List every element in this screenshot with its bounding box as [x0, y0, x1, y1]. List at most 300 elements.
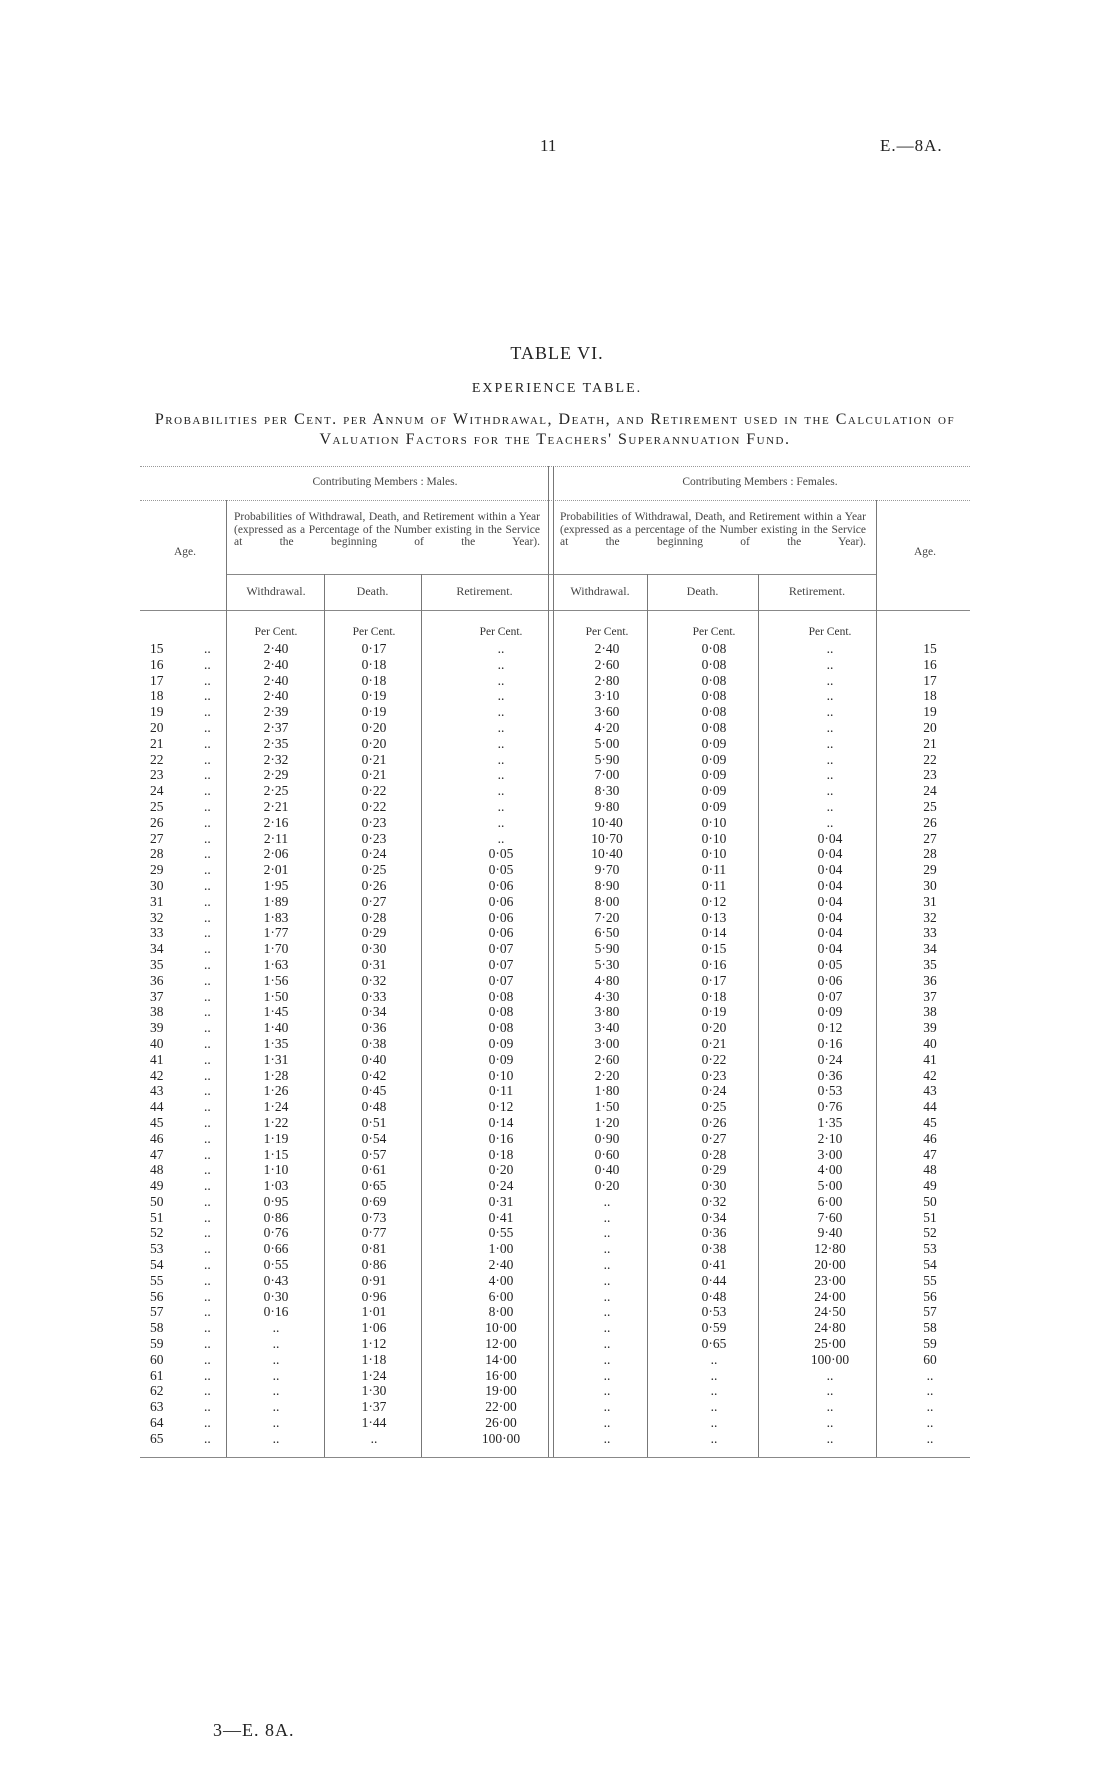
- female-withdrawal-cell: 3·10: [594, 688, 620, 704]
- female-retirement-cell: 3·00: [817, 1146, 843, 1162]
- age-cell-right: 39: [923, 1020, 937, 1036]
- age-cell: 49: [150, 1178, 164, 1194]
- leader-dots: ..: [204, 751, 211, 767]
- age-cell-right: 20: [923, 719, 937, 735]
- female-retirement-cell: 24·50: [814, 1304, 846, 1320]
- table-row: [0, 752, 1114, 768]
- male-death-cell: 1·24: [361, 1367, 387, 1383]
- male-death-cell: 0·33: [361, 988, 387, 1004]
- age-cell: 42: [150, 1067, 164, 1083]
- male-retirement-cell: 22·00: [485, 1399, 517, 1415]
- male-retirement-cell: 1·00: [488, 1241, 514, 1257]
- age-cell-right: 34: [923, 941, 937, 957]
- age-cell-right: 28: [923, 846, 937, 862]
- male-withdrawal-cell: 1·03: [263, 1178, 289, 1194]
- female-death-cell: 0·08: [701, 641, 727, 656]
- male-withdrawal-cell: 1·89: [263, 893, 289, 909]
- male-retirement-cell: ..: [497, 704, 505, 720]
- female-death-cell: 0·08: [701, 719, 727, 735]
- female-death-cell: 0·08: [701, 688, 727, 704]
- female-withdrawal-cell: ..: [603, 1241, 611, 1257]
- female-retirement-cell: 24·00: [814, 1288, 846, 1304]
- age-cell-right: 60: [923, 1351, 937, 1367]
- female-withdrawal-cell: 4·80: [594, 972, 620, 988]
- female-retirement-cell: 9·40: [817, 1225, 843, 1241]
- age-cell-right: 36: [923, 972, 937, 988]
- table-row: [0, 1147, 1114, 1163]
- leader-dots: ..: [204, 656, 211, 672]
- female-retirement-cell: 12·80: [814, 1241, 846, 1257]
- table-row: [0, 1304, 1114, 1320]
- male-retirement-cell: ..: [497, 688, 505, 704]
- female-retirement-cell: 25·00: [814, 1336, 846, 1352]
- age-header-left: Age.: [173, 546, 197, 558]
- leader-dots: ..: [204, 941, 211, 957]
- male-retirement-cell: ..: [497, 814, 505, 830]
- male-death-cell: 0·28: [361, 909, 387, 925]
- male-death-cell: 1·30: [361, 1383, 387, 1399]
- female-death-cell: 0·14: [701, 925, 727, 941]
- female-withdrawal-cell: ..: [603, 1225, 611, 1241]
- male-withdrawal-cell: 1·63: [263, 956, 289, 972]
- table-row: [0, 846, 1114, 862]
- age-cell-right: 59: [923, 1336, 937, 1352]
- leader-dots: ..: [204, 925, 211, 941]
- age-cell: 34: [150, 941, 164, 957]
- male-retirement-cell: 0·14: [488, 1114, 514, 1130]
- male-withdrawal-cell: 2·21: [263, 798, 289, 814]
- male-death-cell: 1·06: [361, 1320, 387, 1336]
- female-death-cell: 0·21: [701, 1035, 727, 1051]
- female-retirement-cell: ..: [826, 1430, 834, 1446]
- age-cell-right: 33: [923, 925, 937, 941]
- leader-dots: ..: [204, 1035, 211, 1051]
- age-cell: 21: [150, 735, 164, 751]
- male-withdrawal-cell: 0·76: [263, 1225, 289, 1241]
- male-retirement-cell: 19·00: [485, 1383, 517, 1399]
- age-cell-right: 25: [923, 798, 937, 814]
- males-retirement-header: Retirement.: [456, 584, 513, 598]
- table-row: [0, 641, 1114, 657]
- male-death-cell: 0·29: [361, 925, 387, 941]
- male-withdrawal-cell: 0·55: [263, 1257, 289, 1273]
- leader-dots: ..: [204, 1004, 211, 1020]
- female-death-cell: ..: [710, 1367, 718, 1383]
- male-retirement-cell: 0·05: [488, 846, 514, 862]
- male-withdrawal-cell: 1·26: [263, 1083, 289, 1099]
- males-withdrawal-header: Withdrawal.: [246, 584, 306, 598]
- male-withdrawal-cell: ..: [272, 1367, 280, 1383]
- male-death-cell: 0·48: [361, 1099, 387, 1115]
- female-death-cell: 0·18: [701, 988, 727, 1004]
- male-retirement-cell: ..: [497, 672, 505, 688]
- age-cell-right: 24: [923, 783, 937, 799]
- male-retirement-cell: ..: [497, 783, 505, 799]
- age-cell-right: 31: [923, 893, 937, 909]
- group-header-rule: [140, 500, 970, 501]
- leader-dots: ..: [204, 846, 211, 862]
- female-death-cell: 0·10: [701, 814, 727, 830]
- female-death-cell: 0·16: [701, 956, 727, 972]
- female-death-cell: 0·41: [701, 1257, 727, 1273]
- age-cell-right: 23: [923, 767, 937, 783]
- female-withdrawal-cell: 3·60: [594, 704, 620, 720]
- age-cell: 43: [150, 1083, 164, 1099]
- female-withdrawal-cell: 1·20: [594, 1114, 620, 1130]
- age-cell: 40: [150, 1035, 164, 1051]
- leader-dots: ..: [204, 1257, 211, 1273]
- age-cell-right: 52: [923, 1225, 937, 1241]
- leader-dots: ..: [204, 909, 211, 925]
- age-cell-right: 54: [923, 1257, 937, 1273]
- table-title: TABLE VI.: [510, 343, 604, 363]
- age-cell: 18: [150, 688, 164, 704]
- age-cell-right: 29: [923, 862, 937, 878]
- male-retirement-cell: 0·05: [488, 862, 514, 878]
- female-death-cell: 0·10: [701, 830, 727, 846]
- male-withdrawal-cell: 2·40: [263, 672, 289, 688]
- age-cell-right: 55: [923, 1272, 937, 1288]
- table-row: [0, 1052, 1114, 1068]
- male-withdrawal-cell: 2·16: [263, 814, 289, 830]
- female-death-cell: 0·22: [701, 1051, 727, 1067]
- male-death-cell: 0·51: [361, 1114, 387, 1130]
- table-row: [0, 862, 1114, 878]
- footer-reference: 3—E. 8A.: [213, 1720, 295, 1740]
- age-cell-right: 16: [923, 656, 937, 672]
- female-death-cell: 0·30: [701, 1178, 727, 1194]
- age-cell: 32: [150, 909, 164, 925]
- female-death-cell: 0·34: [701, 1209, 727, 1225]
- male-withdrawal-cell: 1·24: [263, 1099, 289, 1115]
- table-row: [0, 1241, 1114, 1257]
- male-retirement-cell: 0·12: [488, 1099, 514, 1115]
- age-cell: 23: [150, 767, 164, 783]
- male-retirement-cell: 8·00: [488, 1304, 514, 1320]
- age-cell: 54: [150, 1257, 164, 1273]
- female-withdrawal-cell: 8·90: [594, 877, 620, 893]
- table-row: [0, 1131, 1114, 1147]
- table-row: [0, 1194, 1114, 1210]
- male-retirement-cell: ..: [497, 751, 505, 767]
- table-row: [0, 688, 1114, 704]
- female-retirement-cell: 0·04: [817, 830, 843, 846]
- female-withdrawal-cell: 2·80: [594, 672, 620, 688]
- table-row: [0, 1289, 1114, 1305]
- female-retirement-cell: ..: [826, 783, 834, 799]
- age-cell: 20: [150, 719, 164, 735]
- leader-dots: ..: [204, 783, 211, 799]
- female-death-cell: 0·20: [701, 1020, 727, 1036]
- leader-dots: ..: [204, 719, 211, 735]
- male-retirement-cell: ..: [497, 719, 505, 735]
- leader-dots: ..: [204, 1272, 211, 1288]
- male-retirement-cell: 0·06: [488, 909, 514, 925]
- female-withdrawal-cell: 4·20: [594, 719, 620, 735]
- male-death-cell: 0·25: [361, 862, 387, 878]
- male-death-cell: 0·22: [361, 783, 387, 799]
- table-row: [0, 957, 1114, 973]
- female-retirement-cell: 20·00: [814, 1257, 846, 1273]
- leader-dots: ..: [204, 1083, 211, 1099]
- male-withdrawal-cell: 2·32: [263, 751, 289, 767]
- female-death-cell: 0·09: [701, 798, 727, 814]
- male-retirement-cell: 0·07: [488, 956, 514, 972]
- leader-dots: ..: [204, 767, 211, 783]
- female-retirement-cell: 0·36: [817, 1067, 843, 1083]
- male-death-cell: 0·23: [361, 814, 387, 830]
- female-death-cell: 0·25: [701, 1099, 727, 1115]
- female-retirement-cell: ..: [826, 1383, 834, 1399]
- female-retirement-cell: 100·00: [810, 1351, 850, 1367]
- female-withdrawal-cell: 8·30: [594, 783, 620, 799]
- age-cell: 63: [150, 1399, 164, 1415]
- female-death-cell: 0·32: [701, 1193, 727, 1209]
- male-withdrawal-cell: 1·15: [263, 1146, 289, 1162]
- table-row: [0, 1273, 1114, 1289]
- female-death-cell: 0·09: [701, 751, 727, 767]
- female-retirement-cell: 0·07: [817, 988, 843, 1004]
- female-death-cell: ..: [710, 1383, 718, 1399]
- female-withdrawal-cell: ..: [603, 1399, 611, 1415]
- male-death-cell: 0·20: [361, 719, 387, 735]
- female-withdrawal-cell: 3·40: [594, 1020, 620, 1036]
- female-death-cell: 0·13: [701, 909, 727, 925]
- male-withdrawal-cell: 0·43: [263, 1272, 289, 1288]
- female-withdrawal-cell: 7·00: [594, 767, 620, 783]
- table-bottom-rule: [140, 1457, 970, 1458]
- table-row: [0, 1399, 1114, 1415]
- leader-dots: ..: [204, 641, 211, 656]
- age-cell-right: 37: [923, 988, 937, 1004]
- female-retirement-cell: 24·80: [814, 1320, 846, 1336]
- table-row: [0, 799, 1114, 815]
- male-death-cell: 0·38: [361, 1035, 387, 1051]
- male-withdrawal-cell: 1·77: [263, 925, 289, 941]
- age-cell: 53: [150, 1241, 164, 1257]
- male-death-cell: 0·54: [361, 1130, 387, 1146]
- male-retirement-cell: 0·07: [488, 941, 514, 957]
- table-row: [0, 1431, 1114, 1447]
- leader-dots: ..: [204, 1051, 211, 1067]
- leader-dots: ..: [204, 988, 211, 1004]
- age-cell-right: 17: [923, 672, 937, 688]
- leader-dots: ..: [204, 798, 211, 814]
- leader-dots: ..: [204, 1209, 211, 1225]
- male-withdrawal-cell: 0·86: [263, 1209, 289, 1225]
- male-retirement-cell: ..: [497, 641, 505, 656]
- table-row: [0, 783, 1114, 799]
- female-withdrawal-cell: 9·70: [594, 862, 620, 878]
- male-retirement-cell: 0·06: [488, 925, 514, 941]
- male-death-cell: 0·23: [361, 830, 387, 846]
- table-row: [0, 831, 1114, 847]
- table-row: [0, 1083, 1114, 1099]
- table-row: [0, 673, 1114, 689]
- leader-dots: ..: [204, 1288, 211, 1304]
- female-withdrawal-cell: 0·40: [594, 1162, 620, 1178]
- male-retirement-cell: ..: [497, 735, 505, 751]
- age-cell-right: 58: [923, 1320, 937, 1336]
- age-cell-right: ..: [926, 1367, 934, 1383]
- female-withdrawal-cell: 2·60: [594, 1051, 620, 1067]
- male-death-cell: 0·22: [361, 798, 387, 814]
- female-withdrawal-cell: 10·70: [591, 830, 623, 846]
- male-death-cell: 0·91: [361, 1272, 387, 1288]
- female-retirement-cell: 7·60: [817, 1209, 843, 1225]
- females-death-header: Death.: [686, 584, 719, 598]
- male-death-cell: 0·73: [361, 1209, 387, 1225]
- age-cell: 37: [150, 988, 164, 1004]
- unit-label: Per Cent.: [479, 626, 523, 638]
- leader-dots: ..: [204, 1367, 211, 1383]
- age-cell-right: ..: [926, 1399, 934, 1415]
- female-withdrawal-cell: 1·80: [594, 1083, 620, 1099]
- male-retirement-cell: ..: [497, 767, 505, 783]
- age-cell: 30: [150, 877, 164, 893]
- male-withdrawal-cell: 2·25: [263, 783, 289, 799]
- leader-dots: ..: [204, 893, 211, 909]
- female-withdrawal-cell: 9·80: [594, 798, 620, 814]
- leader-dots: ..: [204, 1130, 211, 1146]
- male-retirement-cell: 0·55: [488, 1225, 514, 1241]
- age-cell-right: ..: [926, 1383, 934, 1399]
- male-death-cell: 0·65: [361, 1178, 387, 1194]
- age-header-right: Age.: [913, 546, 937, 558]
- age-cell: 45: [150, 1114, 164, 1130]
- female-retirement-cell: ..: [826, 814, 834, 830]
- male-retirement-cell: 6·00: [488, 1288, 514, 1304]
- male-retirement-cell: 0·06: [488, 893, 514, 909]
- leader-dots: ..: [204, 1320, 211, 1336]
- age-cell: 50: [150, 1193, 164, 1209]
- male-withdrawal-cell: 2·39: [263, 704, 289, 720]
- female-death-cell: 0·19: [701, 1004, 727, 1020]
- unit-label: Per Cent.: [808, 626, 852, 638]
- age-cell: 17: [150, 672, 164, 688]
- male-death-cell: 0·20: [361, 735, 387, 751]
- female-withdrawal-cell: ..: [603, 1430, 611, 1446]
- leader-dots: ..: [204, 1241, 211, 1257]
- age-cell: 25: [150, 798, 164, 814]
- male-death-cell: 0·81: [361, 1241, 387, 1257]
- age-cell-right: 19: [923, 704, 937, 720]
- age-cell-right: 21: [923, 735, 937, 751]
- female-withdrawal-cell: 10·40: [591, 846, 623, 862]
- leader-dots: ..: [204, 1099, 211, 1115]
- female-retirement-cell: 0·53: [817, 1083, 843, 1099]
- female-retirement-cell: 23·00: [814, 1272, 846, 1288]
- age-cell-right: 35: [923, 956, 937, 972]
- male-withdrawal-cell: 1·10: [263, 1162, 289, 1178]
- female-withdrawal-cell: 4·30: [594, 988, 620, 1004]
- leader-dots: ..: [204, 1351, 211, 1367]
- age-cell: 28: [150, 846, 164, 862]
- female-withdrawal-cell: 5·00: [594, 735, 620, 751]
- leader-dots: ..: [204, 704, 211, 720]
- male-death-cell: 0·30: [361, 941, 387, 957]
- males-death-header: Death.: [356, 584, 389, 598]
- age-cell-right: 53: [923, 1241, 937, 1257]
- female-death-cell: 0·10: [701, 846, 727, 862]
- female-withdrawal-cell: 1·50: [594, 1099, 620, 1115]
- male-retirement-cell: 4·00: [488, 1272, 514, 1288]
- age-cell-right: ..: [926, 1430, 934, 1446]
- male-death-cell: 0·24: [361, 846, 387, 862]
- female-retirement-cell: 0·04: [817, 877, 843, 893]
- female-death-cell: 0·09: [701, 767, 727, 783]
- female-death-cell: 0·09: [701, 735, 727, 751]
- female-retirement-cell: 0·05: [817, 956, 843, 972]
- table-row: [0, 989, 1114, 1005]
- male-death-cell: 0·40: [361, 1051, 387, 1067]
- female-retirement-cell: 0·12: [817, 1020, 843, 1036]
- male-withdrawal-cell: 0·95: [263, 1193, 289, 1209]
- male-retirement-cell: 100·00: [481, 1430, 521, 1446]
- female-withdrawal-cell: ..: [603, 1272, 611, 1288]
- leader-dots: ..: [204, 862, 211, 878]
- male-retirement-cell: 10·00: [485, 1320, 517, 1336]
- male-retirement-cell: 0·06: [488, 877, 514, 893]
- female-withdrawal-cell: 0·20: [594, 1178, 620, 1194]
- age-cell: 64: [150, 1415, 164, 1431]
- male-withdrawal-cell: 2·40: [263, 641, 289, 656]
- male-withdrawal-cell: ..: [272, 1383, 280, 1399]
- male-death-cell: 0·31: [361, 956, 387, 972]
- female-death-cell: ..: [710, 1415, 718, 1431]
- male-death-cell: 0·34: [361, 1004, 387, 1020]
- male-withdrawal-cell: 2·29: [263, 767, 289, 783]
- age-cell-right: 56: [923, 1288, 937, 1304]
- male-retirement-cell: ..: [497, 656, 505, 672]
- table-top-rule: [140, 466, 970, 467]
- female-retirement-cell: 0·09: [817, 1004, 843, 1020]
- female-retirement-cell: 0·06: [817, 972, 843, 988]
- male-withdrawal-cell: 2·01: [263, 862, 289, 878]
- age-cell: 47: [150, 1146, 164, 1162]
- female-death-cell: 0·48: [701, 1288, 727, 1304]
- male-retirement-cell: 0·24: [488, 1178, 514, 1194]
- female-death-cell: 0·24: [701, 1083, 727, 1099]
- female-retirement-cell: ..: [826, 798, 834, 814]
- male-retirement-cell: 12·00: [485, 1336, 517, 1352]
- age-cell: 62: [150, 1383, 164, 1399]
- males-group-header: Contributing Members : Males.: [312, 476, 458, 488]
- female-death-cell: 0·65: [701, 1336, 727, 1352]
- table-row: [0, 1383, 1114, 1399]
- female-withdrawal-cell: ..: [603, 1383, 611, 1399]
- leader-dots: ..: [204, 830, 211, 846]
- table-caption: Probabilities per Cent. per Annum of Withdrawal, Death, and Retirement used in the Calculation of Valuation Factors for the Teachers' Superannuation Fund.: [154, 411, 956, 448]
- age-cell-right: 15: [923, 641, 937, 656]
- female-withdrawal-cell: 7·20: [594, 909, 620, 925]
- leader-dots: ..: [204, 1067, 211, 1083]
- male-death-cell: 0·96: [361, 1288, 387, 1304]
- male-withdrawal-cell: 2·35: [263, 735, 289, 751]
- table-row: [0, 1320, 1114, 1336]
- female-retirement-cell: 0·04: [817, 909, 843, 925]
- male-death-cell: 0·42: [361, 1067, 387, 1083]
- age-cell-right: 43: [923, 1083, 937, 1099]
- male-retirement-cell: 0·09: [488, 1035, 514, 1051]
- leader-dots: ..: [204, 877, 211, 893]
- table-row: [0, 1036, 1114, 1052]
- leader-dots: ..: [204, 672, 211, 688]
- female-withdrawal-cell: ..: [603, 1351, 611, 1367]
- age-cell: 16: [150, 656, 164, 672]
- female-withdrawal-cell: 3·00: [594, 1035, 620, 1051]
- male-death-cell: 1·37: [361, 1399, 387, 1415]
